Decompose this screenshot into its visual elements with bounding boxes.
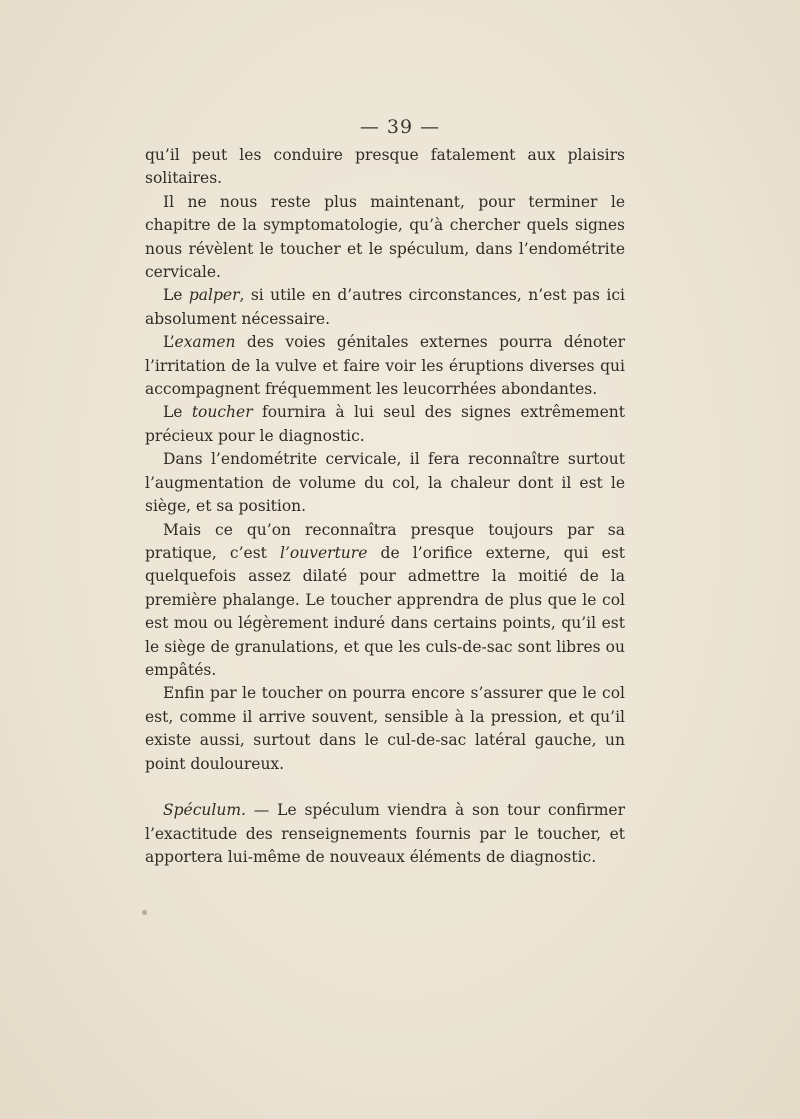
paragraph	[145, 682, 625, 776]
paragraph	[145, 519, 625, 683]
text-run: L’	[163, 333, 175, 352]
text-run: , si utile en d’autres circonstances, n’est pas ici absolument nécessaire.	[145, 286, 625, 328]
italic-text: examen	[174, 333, 236, 352]
text-run: Le	[163, 286, 189, 305]
paragraph	[145, 448, 625, 518]
text-run: de l’orifice externe, qui est quelquefois assez dilaté pour admettre la moitié de la première phalange. Le toucher apprendra de plus que le col est mou ou légèrement induré dans certains points, qu’il est le siège de granulations, et que les culs-de-sac sont libres ou empâtés.	[145, 543, 625, 679]
italic-text: toucher	[191, 403, 253, 422]
paragraph	[145, 401, 625, 448]
body-text	[145, 144, 625, 870]
paragraph	[145, 191, 625, 285]
section-paragraph-speculum	[145, 799, 625, 869]
paragraph	[145, 284, 625, 331]
italic-text: l’ouverture	[280, 543, 368, 562]
text-run: Dans l’endométrite cervicale, il fera reconnaître surtout l’augmentation de volume du col, la chaleur dont il est le siège, et sa position.	[145, 450, 625, 516]
italic-text: Spéculum.	[163, 801, 246, 820]
italic-text: palper	[188, 286, 240, 305]
paper-speck	[142, 910, 147, 915]
page-number: — 39 —	[359, 116, 441, 138]
text-run: Enfin par le toucher on pourra encore s’assurer que le col est, comme il arrive souvent, sensible à la pression, et qu’il existe aussi, surtout dans le cul-de-sac latéral gauche, un point douloureux.	[145, 684, 625, 773]
text-run: qu’il peut les conduire presque fatalement aux plaisirs solitaires.	[145, 146, 625, 188]
text-run: Mais ce qu’on reconnaîtra presque toujours par sa pratique, c’est	[145, 520, 625, 562]
text-run: fournira à lui seul des signes extrêmement précieux pour le diagnostic.	[145, 403, 625, 445]
text-run: Le	[163, 403, 192, 422]
text-run: — Le spéculum viendra à son tour confirmer l’exactitude des renseignements fournis par le toucher, et apportera lui-même de nouveaux éléments de diagnostic.	[145, 801, 625, 867]
text-run: des voies génitales externes pourra dénoter l’irritation de la vulve et faire voir les éruptions diverses qui accompagnent fréquemment les leucorrhées abondantes.	[145, 333, 625, 399]
paragraph	[145, 331, 625, 401]
text-run: Il ne nous reste plus maintenant, pour terminer le chapitre de la symptomatologie, qu’à chercher quels signes nous révèlent le toucher et le spéculum, dans l’endométrite cervicale.	[145, 192, 625, 282]
paragraph	[145, 144, 625, 191]
